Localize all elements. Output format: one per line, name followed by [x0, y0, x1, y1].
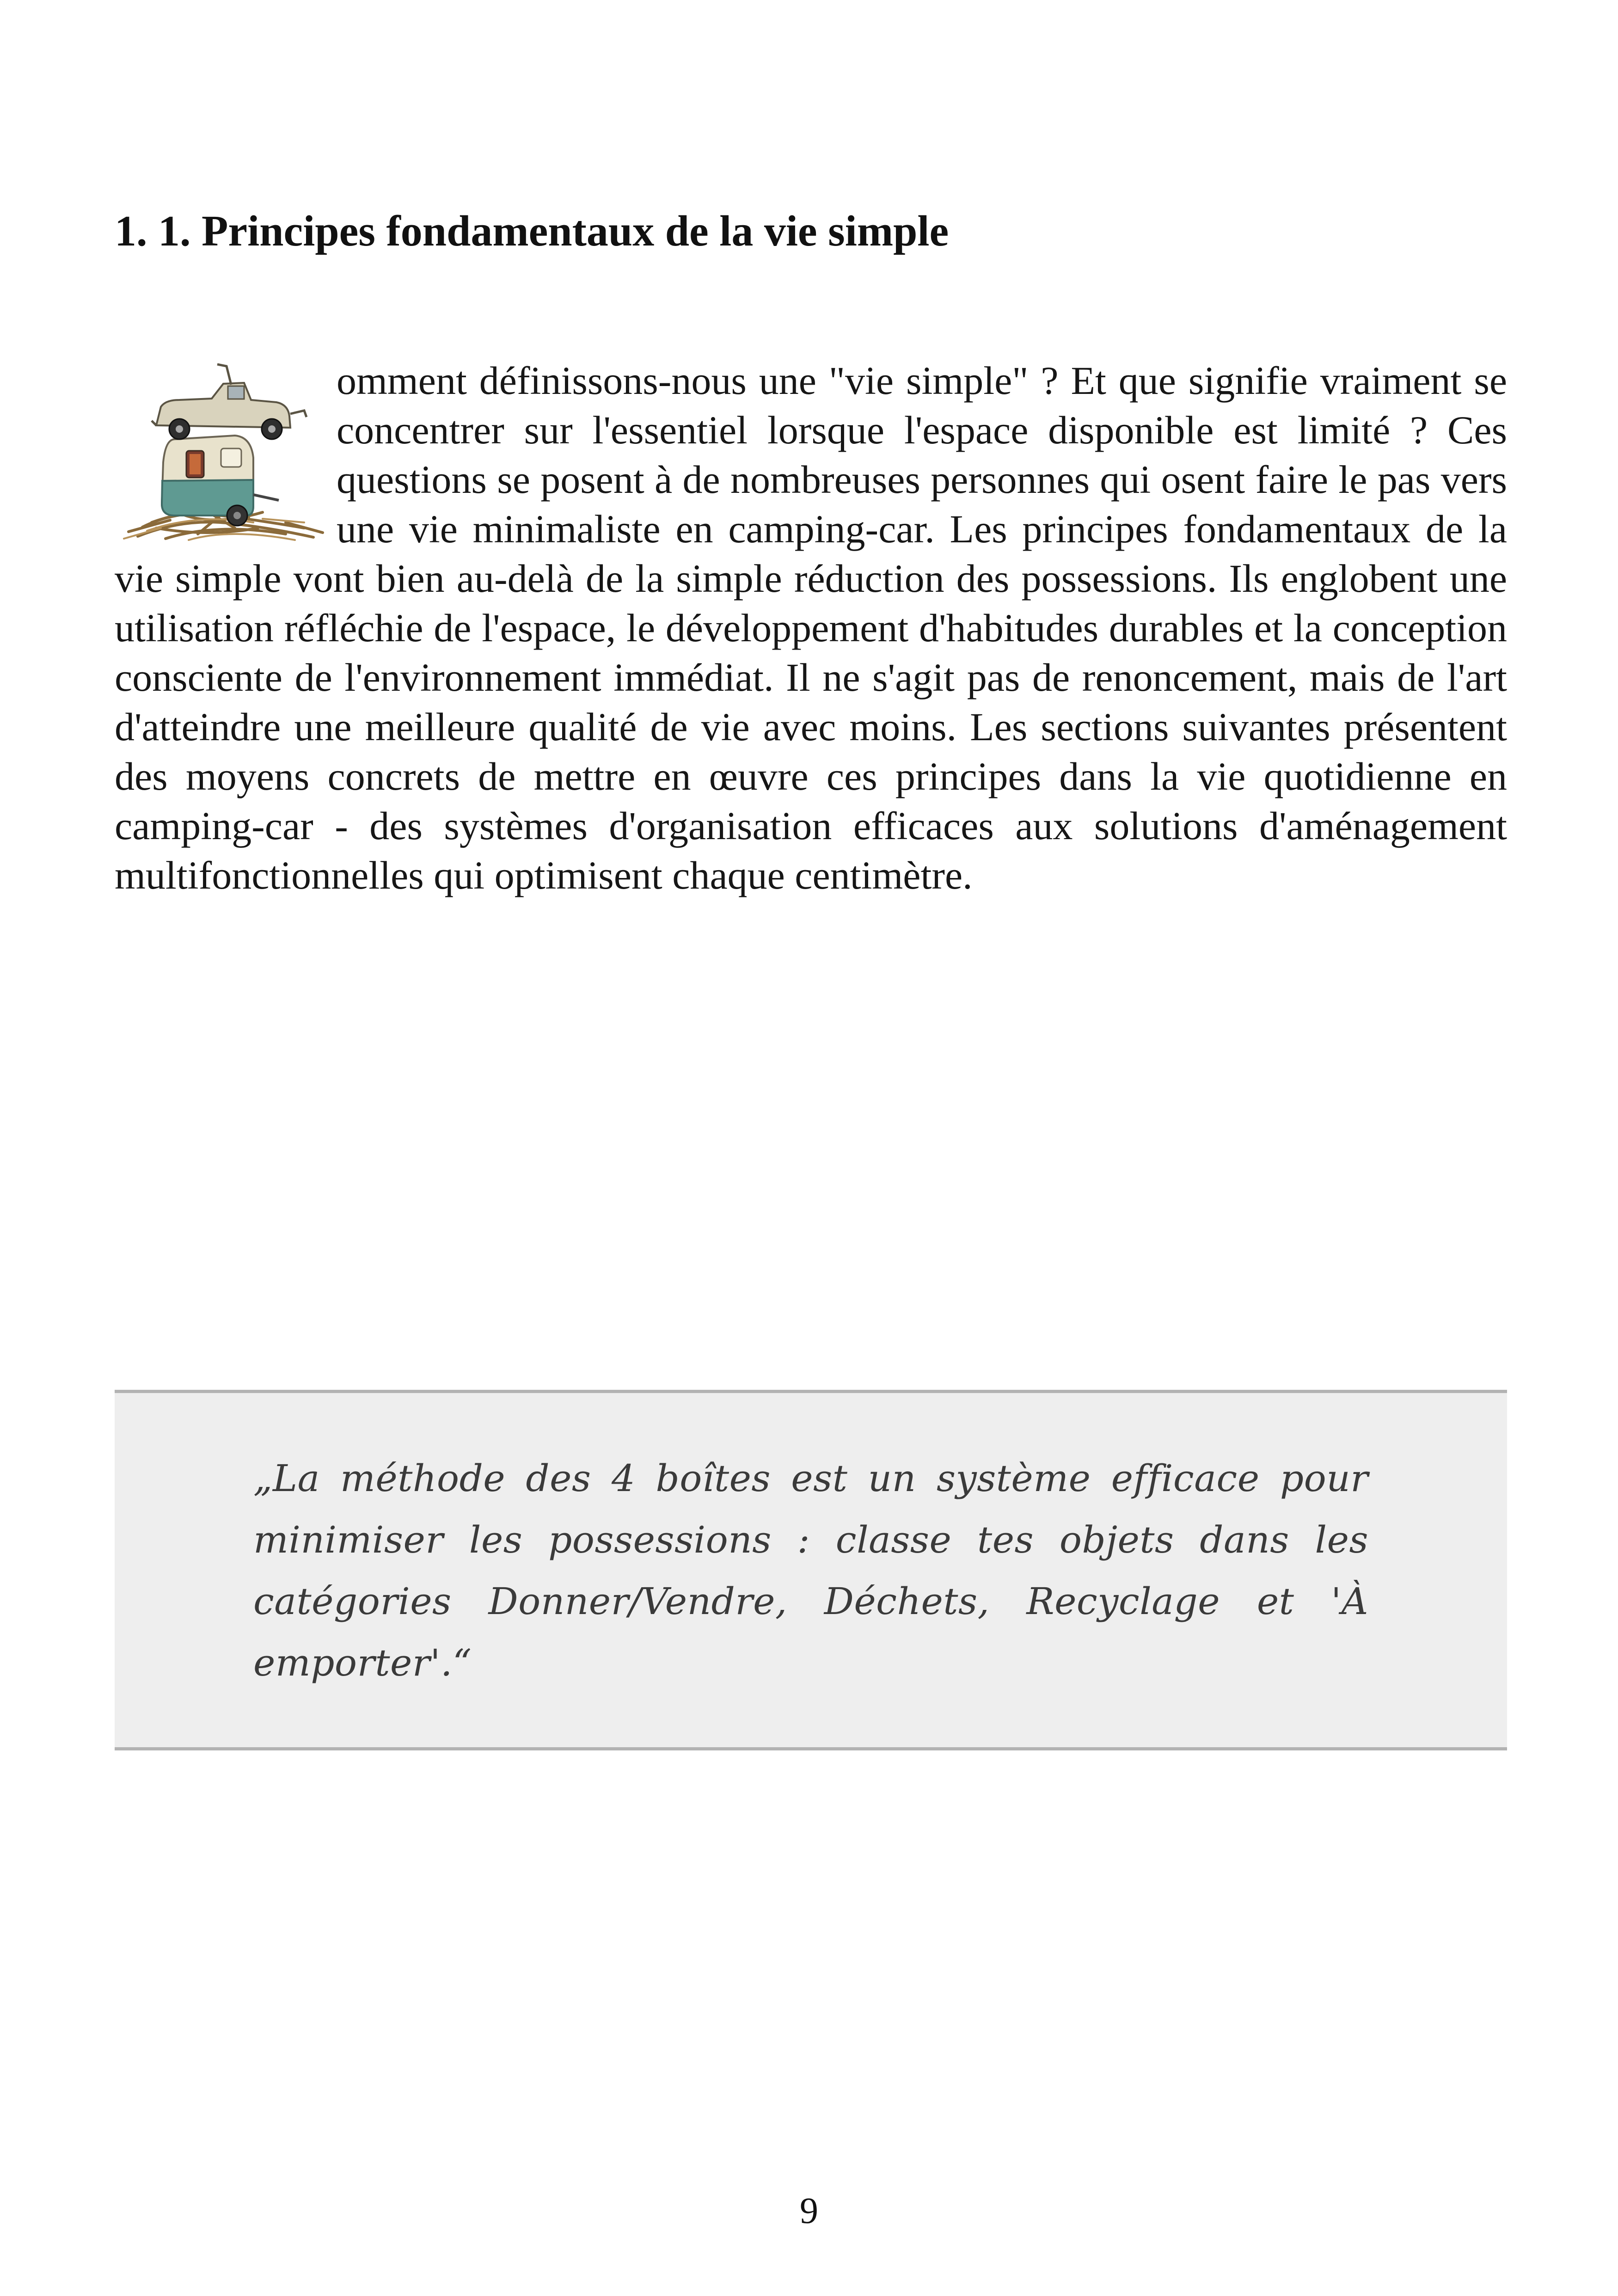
dropcap-illustration	[110, 356, 327, 550]
quote-text: „La méthode des 4 boîtes est un système efficace pour minimiser les possessions : classe tes objets dans les catégories Donner/Vendre, Déchets, Recyclage et 'À emporter'.“	[253, 1457, 1368, 1684]
caravan-and-car-figurine-icon	[110, 356, 332, 550]
page-number: 9	[800, 2191, 818, 2231]
body-paragraph-block	[115, 356, 1507, 900]
section-heading: 1. 1. Principes fondamentaux de la vie simple	[115, 207, 949, 255]
body-paragraph: omment définissons-nous une "vie simple" ? Et que signifie vraiment se concentrer sur l'essentiel lorsque l'espace disponible est limité ? Ces questions se posent à de nombreuses personnes qui osent faire le pas vers une vie minimaliste en camping-car. Les principes fondamentaux de la vie simple vont bien au-delà de la simple réduction des possessions. Ils englobent une utilisation réfléchie de l'espace, le développement d'habitudes durables et la conception consciente de l'environnement immédiat. Il ne s'agit pas de renoncement, mais de l'art d'atteindre une meilleure qualité de vie avec moins. Les sections suivantes présentent des moyens concrets de mettre en œuvre ces principes dans la vie quotidienne en camping-car - des systèmes d'organisation efficaces aux solutions d'aménagement multifonctionnelles qui optimisent chaque centimètre.	[115, 358, 1507, 897]
vintage-car	[152, 364, 306, 439]
quote-box	[115, 1390, 1507, 1750]
